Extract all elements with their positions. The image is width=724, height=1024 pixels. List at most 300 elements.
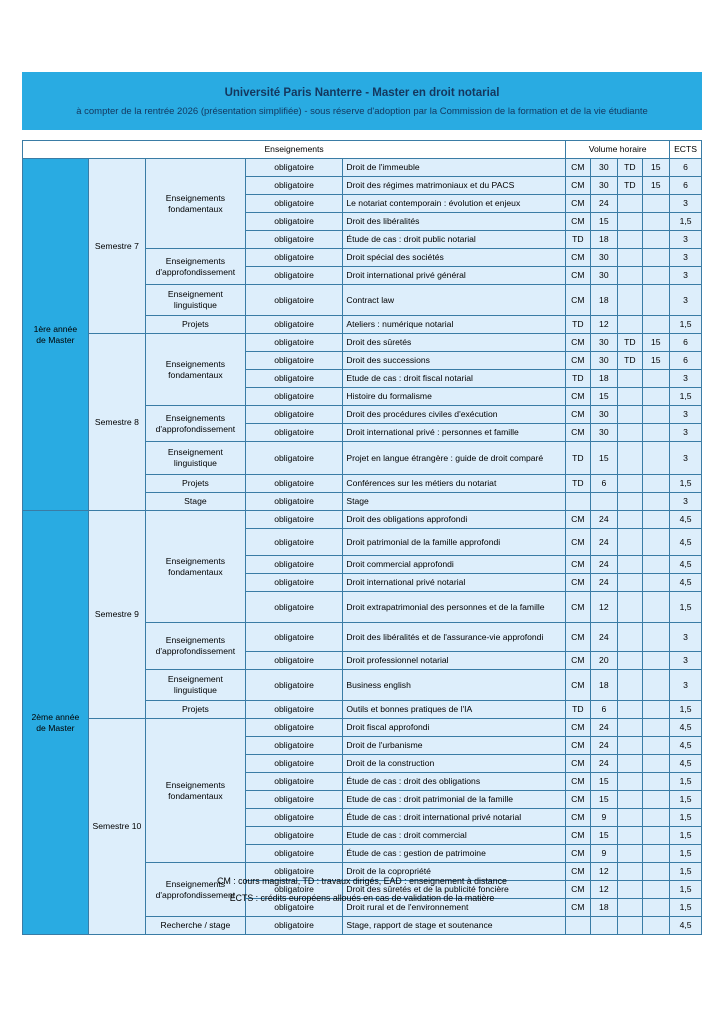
hours1-cell: 30	[590, 424, 618, 442]
ects-cell: 6	[670, 334, 702, 352]
year-cell-m2	[23, 511, 89, 935]
type1-cell: CM	[566, 159, 590, 177]
hours1-cell: 15	[590, 827, 618, 845]
type2-cell	[618, 556, 642, 574]
course-cell: Contract law	[343, 285, 566, 316]
course-cell: Droit commercial approfondi	[343, 556, 566, 574]
status-cell: obligatoire	[245, 652, 343, 670]
type2-cell	[618, 827, 642, 845]
course-cell: Droit des libéralités	[343, 213, 566, 231]
type1-cell: CM	[566, 249, 590, 267]
hours2-cell	[642, 556, 670, 574]
status-cell: obligatoire	[245, 809, 343, 827]
status-cell: obligatoire	[245, 917, 343, 935]
group-cell-approfondissement: Enseignements d'approfondissement	[146, 406, 246, 442]
group-cell-linguistique: Enseignement linguistique	[146, 442, 246, 475]
status-cell: obligatoire	[245, 863, 343, 881]
hours1-cell: 20	[590, 652, 618, 670]
type2-cell	[618, 845, 642, 863]
status-cell: obligatoire	[245, 334, 343, 352]
ects-cell: 1,5	[670, 388, 702, 406]
hours2-cell	[642, 574, 670, 592]
type1-cell: CM	[566, 719, 590, 737]
ects-cell: 4,5	[670, 737, 702, 755]
type1-cell: TD	[566, 231, 590, 249]
group-cell-projets: Projets	[146, 316, 246, 334]
ects-cell: 4,5	[670, 574, 702, 592]
course-cell: Droit spécial des sociétés	[343, 249, 566, 267]
ects-cell: 1,5	[670, 809, 702, 827]
group-cell-projets: Projets	[146, 701, 246, 719]
ects-cell: 3	[670, 442, 702, 475]
hours1-cell: 30	[590, 177, 618, 195]
ects-cell: 3	[670, 652, 702, 670]
ects-cell: 3	[670, 195, 702, 213]
hours1-cell: 30	[590, 159, 618, 177]
type1-cell	[566, 917, 590, 935]
status-cell: obligatoire	[245, 370, 343, 388]
course-cell: Etude de cas : droit fiscal notarial	[343, 370, 566, 388]
hours2-cell	[642, 529, 670, 556]
type2-cell	[618, 442, 642, 475]
ects-cell: 4,5	[670, 556, 702, 574]
type1-cell: CM	[566, 177, 590, 195]
table-row	[23, 719, 702, 737]
type2-cell	[618, 213, 642, 231]
hours1-cell	[590, 917, 618, 935]
course-cell: Histoire du formalisme	[343, 388, 566, 406]
hours1-cell: 30	[590, 249, 618, 267]
status-cell: obligatoire	[245, 352, 343, 370]
ects-cell: 1,5	[670, 316, 702, 334]
hours1-cell: 30	[590, 267, 618, 285]
status-cell: obligatoire	[245, 701, 343, 719]
status-cell: obligatoire	[245, 388, 343, 406]
semester-cell-s10: Semestre 10	[88, 719, 145, 935]
type2-cell	[618, 791, 642, 809]
course-cell: Etude de cas : droit patrimonial de la famille	[343, 791, 566, 809]
hours1-cell: 24	[590, 574, 618, 592]
course-cell: Étude de cas : droit public notarial	[343, 231, 566, 249]
type1-cell: CM	[566, 899, 590, 917]
hours2-cell	[642, 511, 670, 529]
type1-cell: CM	[566, 352, 590, 370]
hours1-cell: 12	[590, 863, 618, 881]
status-cell: obligatoire	[245, 159, 343, 177]
hours1-cell: 9	[590, 845, 618, 863]
type1-cell: CM	[566, 285, 590, 316]
semester-cell-s9: Semestre 9	[88, 511, 145, 719]
type2-cell	[618, 388, 642, 406]
hours1-cell: 15	[590, 388, 618, 406]
hours1-cell: 18	[590, 285, 618, 316]
hours2-cell	[642, 213, 670, 231]
semester-cell-s8: Semestre 8	[88, 334, 145, 511]
course-cell: Droit de la copropriété	[343, 863, 566, 881]
type2-cell	[618, 231, 642, 249]
ects-cell: 1,5	[670, 213, 702, 231]
hours1-cell: 15	[590, 442, 618, 475]
hours2-cell	[642, 370, 670, 388]
type2-cell	[618, 670, 642, 701]
status-cell: obligatoire	[245, 737, 343, 755]
hours1-cell: 18	[590, 899, 618, 917]
type2-cell	[618, 195, 642, 213]
course-cell: Droit de l'immeuble	[343, 159, 566, 177]
hours2-cell	[642, 493, 670, 511]
status-cell: obligatoire	[245, 316, 343, 334]
type2-cell	[618, 370, 642, 388]
course-cell: Droit rural et de l'environnement	[343, 899, 566, 917]
status-cell: obligatoire	[245, 556, 343, 574]
status-cell: obligatoire	[245, 231, 343, 249]
ects-cell: 1,5	[670, 475, 702, 493]
course-cell: Droit patrimonial de la famille approfondi	[343, 529, 566, 556]
course-cell: Étude de cas : droit des obligations	[343, 773, 566, 791]
hours1-cell: 18	[590, 670, 618, 701]
hours2-cell: 15	[642, 159, 670, 177]
hours2-cell	[642, 316, 670, 334]
hours1-cell	[590, 493, 618, 511]
course-cell: Ateliers : numérique notarial	[343, 316, 566, 334]
hours2-cell	[642, 592, 670, 623]
hours2-cell	[642, 424, 670, 442]
ects-cell: 3	[670, 249, 702, 267]
footnote-ects: ECTS : crédits européens alloués en cas de validation de la matière	[229, 893, 495, 903]
ects-cell: 3	[670, 623, 702, 652]
hours2-cell	[642, 719, 670, 737]
type1-cell: CM	[566, 881, 590, 899]
hours2-cell	[642, 195, 670, 213]
hours2-cell: 15	[642, 352, 670, 370]
curriculum-table	[22, 140, 702, 935]
ects-cell: 3	[670, 406, 702, 424]
year-cell-m1	[23, 159, 89, 511]
course-cell: Droit des régimes matrimoniaux et du PACS	[343, 177, 566, 195]
hours1-cell: 30	[590, 334, 618, 352]
ects-cell: 1,5	[670, 791, 702, 809]
hours1-cell: 30	[590, 352, 618, 370]
hours1-cell: 24	[590, 529, 618, 556]
type2-cell: TD	[618, 352, 642, 370]
type2-cell	[618, 424, 642, 442]
hours2-cell	[642, 475, 670, 493]
type2-cell	[618, 773, 642, 791]
status-cell: obligatoire	[245, 424, 343, 442]
type1-cell: CM	[566, 195, 590, 213]
course-cell: Etude de cas : droit commercial	[343, 827, 566, 845]
type1-cell: CM	[566, 773, 590, 791]
status-cell: obligatoire	[245, 406, 343, 424]
ects-cell: 1,5	[670, 899, 702, 917]
course-cell: Droit international privé : personnes et famille	[343, 424, 566, 442]
status-cell: obligatoire	[245, 529, 343, 556]
course-cell: Droit des sûretés	[343, 334, 566, 352]
status-cell: obligatoire	[245, 511, 343, 529]
ects-cell: 3	[670, 370, 702, 388]
status-cell: obligatoire	[245, 285, 343, 316]
ects-cell: 3	[670, 285, 702, 316]
type2-cell	[618, 592, 642, 623]
hours1-cell: 12	[590, 592, 618, 623]
ects-cell: 3	[670, 670, 702, 701]
type2-cell	[618, 917, 642, 935]
hours1-cell: 9	[590, 809, 618, 827]
type1-cell: CM	[566, 574, 590, 592]
type2-cell	[618, 737, 642, 755]
header-enseignements: Enseignements	[23, 141, 566, 159]
ects-cell: 4,5	[670, 529, 702, 556]
hours1-cell: 18	[590, 231, 618, 249]
type1-cell: TD	[566, 701, 590, 719]
type1-cell: CM	[566, 511, 590, 529]
hours2-cell	[642, 701, 670, 719]
type1-cell: CM	[566, 809, 590, 827]
course-cell: Étude de cas : gestion de patrimoine	[343, 845, 566, 863]
year-label-line2: de Master	[36, 334, 75, 345]
hours2-cell	[642, 406, 670, 424]
ects-cell: 3	[670, 231, 702, 249]
hours2-cell	[642, 737, 670, 755]
type2-cell	[618, 574, 642, 592]
course-cell: Droit de l'urbanisme	[343, 737, 566, 755]
type2-cell: TD	[618, 334, 642, 352]
hours2-cell	[642, 917, 670, 935]
group-cell-stage: Stage	[146, 493, 246, 511]
hours2-cell	[642, 809, 670, 827]
course-cell: Droit international privé général	[343, 267, 566, 285]
type2-cell	[618, 719, 642, 737]
type1-cell: CM	[566, 863, 590, 881]
type1-cell: CM	[566, 652, 590, 670]
hours1-cell: 24	[590, 556, 618, 574]
status-cell: obligatoire	[245, 442, 343, 475]
course-cell: Droit professionnel notarial	[343, 652, 566, 670]
type1-cell: CM	[566, 388, 590, 406]
type2-cell	[618, 755, 642, 773]
status-cell: obligatoire	[245, 791, 343, 809]
group-cell-fondamentaux: Enseignements fondamentaux	[146, 719, 246, 863]
year-label-line1: 1ère année	[33, 323, 78, 334]
group-cell-linguistique: Enseignement linguistique	[146, 285, 246, 316]
table-row	[23, 159, 702, 177]
type1-cell: TD	[566, 370, 590, 388]
ects-cell: 3	[670, 267, 702, 285]
course-cell: Droit des sûretés et de la publicité foncière	[343, 881, 566, 899]
type2-cell	[618, 529, 642, 556]
hours2-cell: 15	[642, 334, 670, 352]
group-cell-approfondissement: Enseignements d'approfondissement	[146, 623, 246, 670]
status-cell: obligatoire	[245, 574, 343, 592]
hours2-cell	[642, 670, 670, 701]
ects-cell: 4,5	[670, 511, 702, 529]
status-cell: obligatoire	[245, 719, 343, 737]
group-cell-fondamentaux: Enseignements fondamentaux	[146, 334, 246, 406]
status-cell: obligatoire	[245, 623, 343, 652]
type2-cell: TD	[618, 159, 642, 177]
course-cell: Droit des libéralités et de l'assurance-vie approfondi	[343, 623, 566, 652]
ects-cell: 6	[670, 352, 702, 370]
course-cell: Droit des successions	[343, 352, 566, 370]
ects-cell: 1,5	[670, 881, 702, 899]
hours2-cell	[642, 827, 670, 845]
hours2-cell	[642, 231, 670, 249]
type1-cell: CM	[566, 670, 590, 701]
ects-cell: 4,5	[670, 917, 702, 935]
hours2-cell	[642, 845, 670, 863]
status-cell: obligatoire	[245, 195, 343, 213]
type1-cell: CM	[566, 592, 590, 623]
status-cell: obligatoire	[245, 773, 343, 791]
ects-cell: 6	[670, 159, 702, 177]
status-cell: obligatoire	[245, 881, 343, 899]
course-cell: Stage	[343, 493, 566, 511]
hours2-cell	[642, 623, 670, 652]
hours1-cell: 24	[590, 511, 618, 529]
type2-cell	[618, 511, 642, 529]
page-subtitle: à compter de la rentrée 2026 (présentation simplifiée) - sous réserve d'adoption par la Commission de la formation et de la vie étudiante	[76, 105, 648, 117]
status-cell: obligatoire	[245, 177, 343, 195]
hours1-cell: 15	[590, 791, 618, 809]
type2-cell	[618, 316, 642, 334]
ects-cell: 4,5	[670, 719, 702, 737]
hours1-cell: 15	[590, 773, 618, 791]
type2-cell	[618, 267, 642, 285]
group-cell-projets: Projets	[146, 475, 246, 493]
type2-cell	[618, 249, 642, 267]
hours1-cell: 6	[590, 701, 618, 719]
type2-cell	[618, 701, 642, 719]
ects-cell: 1,5	[670, 845, 702, 863]
course-cell: Stage, rapport de stage et soutenance	[343, 917, 566, 935]
ects-cell: 4,5	[670, 755, 702, 773]
course-cell: Conférences sur les métiers du notariat	[343, 475, 566, 493]
hours1-cell: 24	[590, 755, 618, 773]
status-cell: obligatoire	[245, 592, 343, 623]
type1-cell: CM	[566, 755, 590, 773]
hours1-cell: 24	[590, 195, 618, 213]
status-cell: obligatoire	[245, 475, 343, 493]
status-cell: obligatoire	[245, 249, 343, 267]
type1-cell: CM	[566, 845, 590, 863]
course-cell: Droit de la construction	[343, 755, 566, 773]
hours1-cell: 12	[590, 316, 618, 334]
group-cell-approfondissement: Enseignements d'approfondissement	[146, 863, 246, 917]
table-header-row	[23, 141, 702, 159]
hours1-cell: 30	[590, 406, 618, 424]
ects-cell: 3	[670, 424, 702, 442]
group-cell-approfondissement: Enseignements d'approfondissement	[146, 249, 246, 285]
hours2-cell	[642, 652, 670, 670]
ects-cell: 1,5	[670, 701, 702, 719]
footnotes	[22, 872, 702, 908]
hours1-cell: 24	[590, 623, 618, 652]
group-cell-fondamentaux: Enseignements fondamentaux	[146, 159, 246, 249]
hours2-cell	[642, 267, 670, 285]
hours2-cell	[642, 791, 670, 809]
type1-cell: CM	[566, 406, 590, 424]
hours1-cell: 12	[590, 881, 618, 899]
group-cell-fondamentaux: Enseignements fondamentaux	[146, 511, 246, 623]
course-cell: Droit des obligations approfondi	[343, 511, 566, 529]
type2-cell	[618, 406, 642, 424]
ects-cell: 1,5	[670, 863, 702, 881]
type1-cell: TD	[566, 475, 590, 493]
type2-cell	[618, 285, 642, 316]
hours2-cell	[642, 285, 670, 316]
hours1-cell: 24	[590, 737, 618, 755]
hours1-cell: 6	[590, 475, 618, 493]
status-cell: obligatoire	[245, 267, 343, 285]
hours1-cell: 15	[590, 213, 618, 231]
status-cell: obligatoire	[245, 670, 343, 701]
type1-cell: CM	[566, 737, 590, 755]
type1-cell: CM	[566, 556, 590, 574]
status-cell: obligatoire	[245, 827, 343, 845]
semester-cell-s7: Semestre 7	[88, 159, 145, 334]
course-cell: Outils et bonnes pratiques de l'IA	[343, 701, 566, 719]
hours1-cell: 24	[590, 719, 618, 737]
type1-cell: TD	[566, 442, 590, 475]
type1-cell: CM	[566, 424, 590, 442]
footnote-abbreviations: CM : cours magistral, TD : travaux dirigés, EAD : enseignement à distance	[217, 876, 507, 886]
type2-cell	[618, 475, 642, 493]
course-cell: Étude de cas : droit international privé notarial	[343, 809, 566, 827]
course-cell: Droit international privé notarial	[343, 574, 566, 592]
hours2-cell	[642, 755, 670, 773]
status-cell: obligatoire	[245, 845, 343, 863]
status-cell: obligatoire	[245, 213, 343, 231]
type1-cell: CM	[566, 267, 590, 285]
course-cell: Droit fiscal approfondi	[343, 719, 566, 737]
table-row	[23, 334, 702, 352]
hours2-cell: 15	[642, 177, 670, 195]
course-cell: Projet en langue étrangère : guide de droit comparé	[343, 442, 566, 475]
status-cell: obligatoire	[245, 755, 343, 773]
status-cell: obligatoire	[245, 493, 343, 511]
type1-cell	[566, 493, 590, 511]
type1-cell: TD	[566, 316, 590, 334]
ects-cell: 1,5	[670, 773, 702, 791]
hours1-cell: 18	[590, 370, 618, 388]
hours2-cell	[642, 773, 670, 791]
type1-cell: CM	[566, 623, 590, 652]
group-cell-recherche-stage: Recherche / stage	[146, 917, 246, 935]
document-header	[22, 72, 702, 130]
ects-cell: 1,5	[670, 592, 702, 623]
type1-cell: CM	[566, 529, 590, 556]
hours2-cell	[642, 388, 670, 406]
type1-cell: CM	[566, 213, 590, 231]
type2-cell	[618, 809, 642, 827]
ects-cell: 6	[670, 177, 702, 195]
hours2-cell	[642, 249, 670, 267]
type1-cell: CM	[566, 791, 590, 809]
year-label-line1: 2ème année	[31, 711, 80, 722]
group-cell-linguistique: Enseignement linguistique	[146, 670, 246, 701]
course-cell: Droit extrapatrimonial des personnes et de la famille	[343, 592, 566, 623]
type2-cell: TD	[618, 177, 642, 195]
status-cell: obligatoire	[245, 899, 343, 917]
year-label-line2: de Master	[36, 722, 75, 733]
type2-cell	[618, 493, 642, 511]
page-title: Université Paris Nanterre - Master en droit notarial	[224, 86, 500, 99]
hours2-cell	[642, 442, 670, 475]
type1-cell: CM	[566, 827, 590, 845]
type2-cell	[618, 623, 642, 652]
ects-cell: 1,5	[670, 827, 702, 845]
header-volume-horaire: Volume horaire	[566, 141, 670, 159]
